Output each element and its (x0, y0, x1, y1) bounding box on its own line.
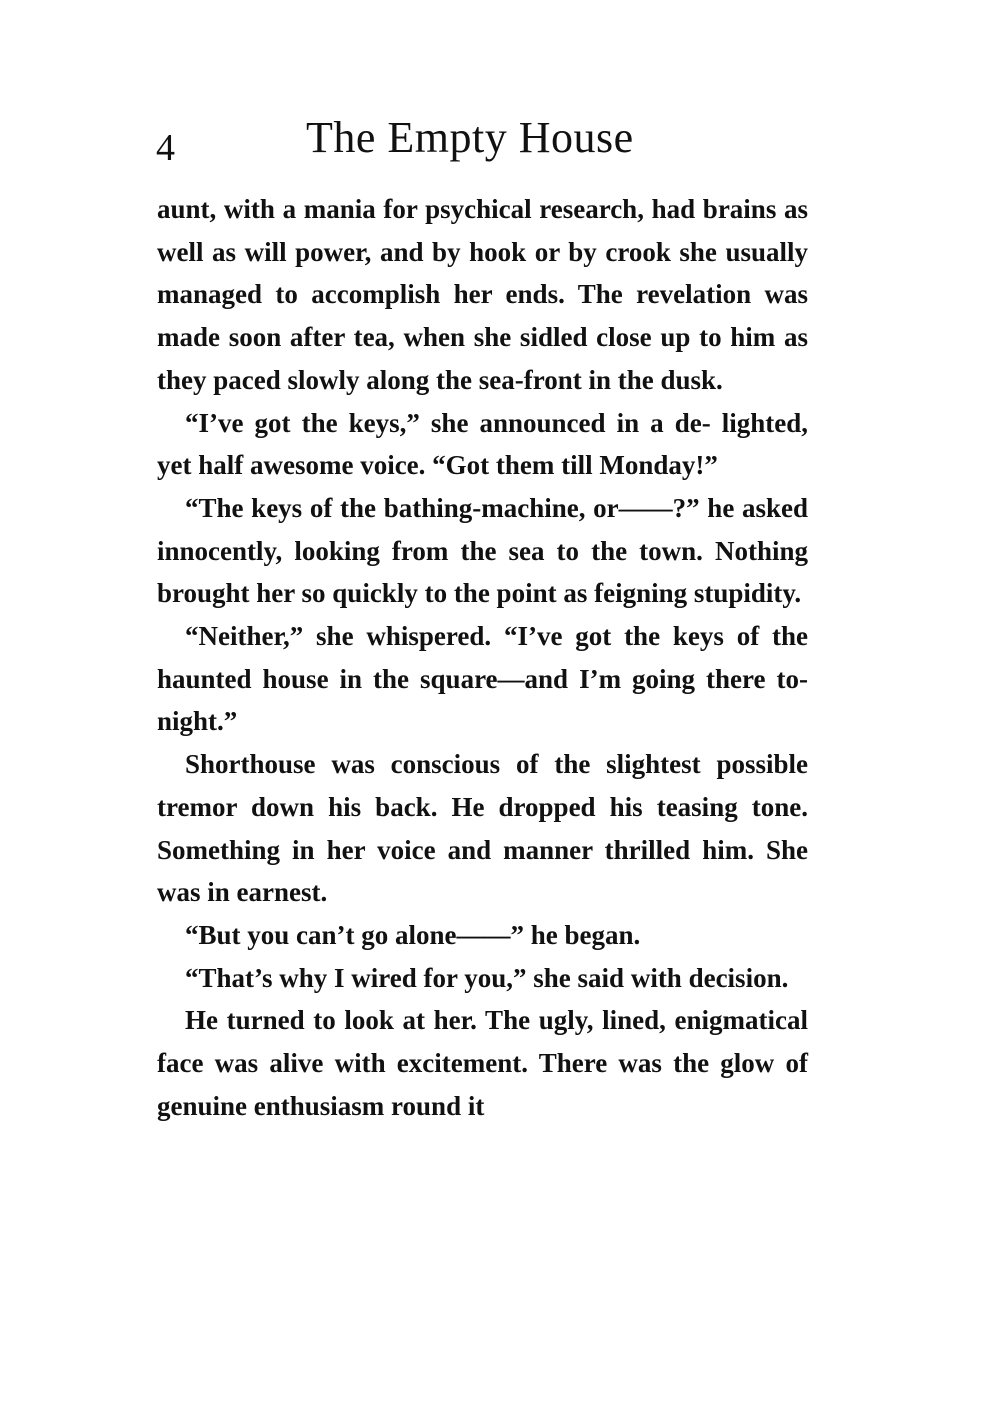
paragraph: “The keys of the bathing-machine, or——?” he asked innocently, looking from the sea to the town. Nothing brought her so quickly to the point as feigning stupidity. (157, 492, 808, 609)
paragraph: “Neither,” she whispered. “I’ve got the keys of the haunted house in the square—and I’m going there to-night.” (157, 621, 808, 737)
page-number: 4 (156, 127, 175, 169)
body-text (157, 188, 808, 1127)
paragraph: “But you can’t go alone——” he began. (185, 919, 641, 950)
paragraph: “That’s why I wired for you,” she said with decision. (185, 962, 789, 993)
paragraph: aunt, with a mania for psychical research, had brains as well as will power, and by hook or by crook she usually managed to accomplish her ends. The revelation was made soon after tea, when she sidled close up to him as they paced slowly along the sea-front in the dusk. (157, 194, 808, 395)
paragraph: “I’ve got the keys,” she announced in a de- lighted, yet half awesome voice. “Got them till Monday!” (157, 407, 808, 481)
paragraph: He turned to look at her. The ugly, lined, enigmatical face was alive with excitement. There was the glow of genuine enthusiasm round it (157, 1005, 808, 1121)
book-title: The Empty House (306, 113, 634, 162)
paragraph: Shorthouse was conscious of the slightest possible tremor down his back. He dropped his teasing tone. Something in her voice and manner thrilled him. She was in earnest. (157, 749, 808, 908)
running-head (156, 112, 816, 172)
